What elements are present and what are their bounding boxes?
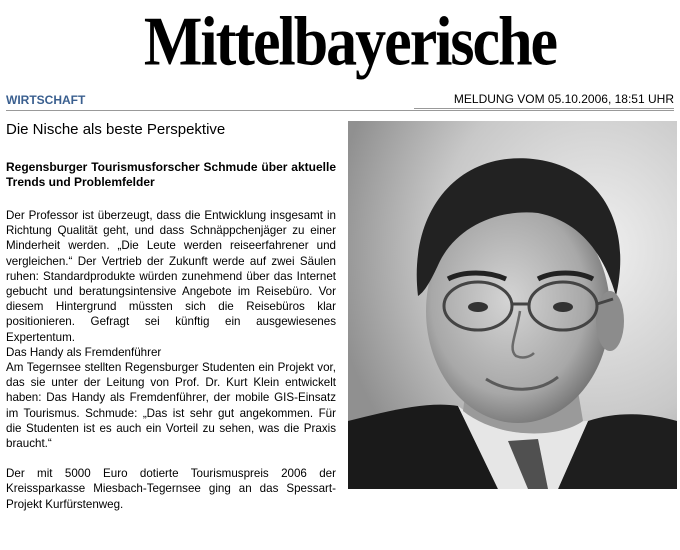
- paragraph-3: Der mit 5000 Euro dotierte Tourismuspreis 2006 der Kreissparkasse Miesbach-Tegernsee ging an das Spessart-Projekt Kurfürstenweg.: [6, 467, 336, 511]
- article-subhead: Regensburger Tourismusforscher Schmude über aktuelle Trends und Problemfelder: [6, 160, 336, 189]
- subheading-2: Das Handy als Fremdenführer: [6, 345, 162, 359]
- article-body: [6, 208, 336, 512]
- dateline: MELDUNG VOM 05.10.2006, 18:51 UHR: [453, 92, 674, 106]
- paragraph-2: Am Tegernsee stellten Regensburger Studenten ein Projekt vor, das sie unter der Leitung von Prof. Dr. Kurt Klein entwickelt haben: Das Handy als Fremdenführer, der mobile GIS-Einsatz im Tourismus. Schmude: „Das ist sehr gut angekommen. Für die Studenten ist es auch ein Vorteil zu sehen, was die Praxis braucht.“: [6, 361, 336, 451]
- newspaper-logo[interactable]: Mittelbayerische: [143, 3, 557, 81]
- paragraph-1: Der Professor ist überzeugt, dass die Entwicklung insgesamt in Richtung Qualität geht, und dass Schnäppchenjäger zu einer Minderheit werden. „Die Leute werden reiseerfahrener und vergleichen.“ Der Vertrieb der Zukunft werde auf zwei Säulen ruhen: Standardprodukte würden zunehmend über das Internet gebucht und beratungsintensive Angebote im Reisebüro. Vor diesem Hintergrund müssten sich die Reisebüros klar positionieren. Gefragt sei künftig ein ausgewiesenes Expertentum.: [6, 209, 336, 344]
- portrait-photo: [348, 121, 677, 489]
- section-label[interactable]: WIRTSCHAFT: [6, 93, 86, 107]
- divider: [6, 110, 674, 111]
- portrait-image: [348, 121, 677, 489]
- masthead: [0, 0, 680, 84]
- article-headline: Die Nische als beste Perspektive: [6, 121, 226, 138]
